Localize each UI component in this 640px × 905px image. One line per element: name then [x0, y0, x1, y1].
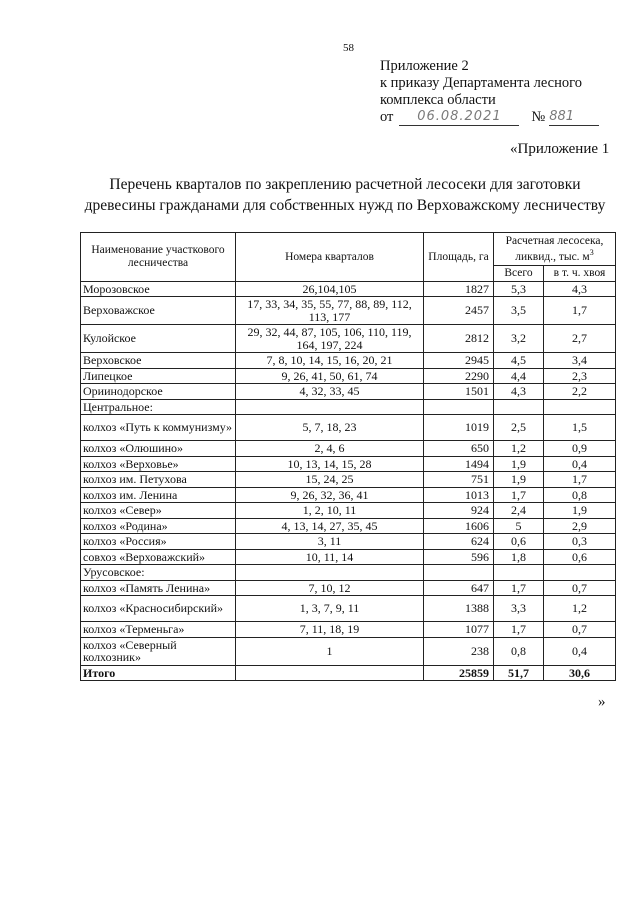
total-area: 25859	[424, 665, 494, 681]
cell-conifer: 2,2	[544, 384, 616, 400]
cell-conifer: 0,4	[544, 456, 616, 472]
cell-name: колхоз «Олюшино»	[81, 441, 236, 457]
cell-name: Ориинодорское	[81, 384, 236, 400]
table-row	[81, 565, 616, 581]
cell-area: 2457	[424, 297, 494, 325]
cell-conifer: 2,3	[544, 368, 616, 384]
annex-label: «Приложение 1	[510, 141, 610, 157]
header-cut-unit-power: 3	[589, 248, 594, 258]
number-sign: №	[531, 109, 546, 125]
cell-area: 647	[424, 580, 494, 596]
order-date: 06.08.2021	[399, 109, 519, 126]
cell-total: 1,7	[494, 487, 544, 503]
cell-total: 1,8	[494, 549, 544, 565]
cell-name: колхоз «Верховье»	[81, 456, 236, 472]
cell-quarters: 26,104,105	[236, 281, 424, 297]
table-row	[81, 456, 616, 472]
cell-total: 2,5	[494, 415, 544, 441]
header-quarters: Номера кварталов	[236, 233, 424, 282]
table-row	[81, 549, 616, 565]
cell-name: Липецкое	[81, 368, 236, 384]
table-row	[81, 415, 616, 441]
cell-conifer: 3,4	[544, 353, 616, 369]
header-area: Площадь, га	[424, 233, 494, 282]
cell-total: 3,5	[494, 297, 544, 325]
cell-area: 1013	[424, 487, 494, 503]
table-row	[81, 297, 616, 325]
cell-quarters: 9, 26, 41, 50, 61, 74	[236, 368, 424, 384]
table-row	[81, 518, 616, 534]
table-row	[81, 503, 616, 519]
cell-conifer: 0,6	[544, 549, 616, 565]
cell-name: колхоз «Родина»	[81, 518, 236, 534]
table-row	[81, 325, 616, 353]
cell-conifer: 2,7	[544, 325, 616, 353]
header-cut	[494, 233, 616, 266]
closing-quote: »	[598, 694, 606, 710]
cell-area: 238	[424, 637, 494, 665]
cell-area: 2812	[424, 325, 494, 353]
cell-quarters: 1	[236, 637, 424, 665]
table-row	[81, 399, 616, 415]
appendix-order-line: к приказу Департамента лесного	[380, 75, 582, 91]
cell-name: колхоз «Память Ленина»	[81, 580, 236, 596]
cell-quarters: 1, 3, 7, 9, 11	[236, 596, 424, 622]
total-total: 51,7	[494, 665, 544, 681]
cell-total: 1,9	[494, 472, 544, 488]
cell-quarters: 4, 32, 33, 45	[236, 384, 424, 400]
cell-total	[494, 565, 544, 581]
cell-area: 624	[424, 534, 494, 550]
cell-name: колхоз «Путь к коммунизму»	[81, 415, 236, 441]
total-name: Итого	[81, 665, 236, 681]
table-row	[81, 368, 616, 384]
table-row	[81, 580, 616, 596]
cell-total	[494, 399, 544, 415]
cell-conifer: 4,3	[544, 281, 616, 297]
cell-name: колхоз «Красносибирский»	[81, 596, 236, 622]
cell-quarters: 1, 2, 10, 11	[236, 503, 424, 519]
order-number: 881	[549, 109, 599, 126]
cell-total: 5	[494, 518, 544, 534]
cell-conifer	[544, 399, 616, 415]
cell-conifer: 0,8	[544, 487, 616, 503]
cell-name: колхоз «Северный колхозник»	[81, 637, 236, 665]
cell-name: совхоз «Верховажский»	[81, 549, 236, 565]
table-body	[81, 281, 616, 681]
cell-total: 5,3	[494, 281, 544, 297]
table-row	[81, 637, 616, 665]
cell-name: Урусовское:	[81, 565, 236, 581]
cell-area: 751	[424, 472, 494, 488]
cell-name: колхоз «Терменьга»	[81, 622, 236, 638]
cell-area: 924	[424, 503, 494, 519]
cell-quarters: 7, 10, 12	[236, 580, 424, 596]
cell-total: 1,2	[494, 441, 544, 457]
cell-name: Кулойское	[81, 325, 236, 353]
cell-area: 650	[424, 441, 494, 457]
cell-area: 1388	[424, 596, 494, 622]
cell-total: 1,7	[494, 580, 544, 596]
cell-name: Верховажское	[81, 297, 236, 325]
cell-quarters: 2, 4, 6	[236, 441, 424, 457]
cell-name: колхоз «Север»	[81, 503, 236, 519]
header-name: Наименование участкового лесничества	[81, 233, 236, 282]
appendix-department-line: комплекса области	[380, 92, 496, 108]
cell-conifer: 0,7	[544, 580, 616, 596]
cell-total: 0,8	[494, 637, 544, 665]
table-row	[81, 441, 616, 457]
cell-conifer: 1,7	[544, 297, 616, 325]
cell-area: 596	[424, 549, 494, 565]
title-line-1: Перечень кварталов по закреплению расчетной лесосеки для заготовки	[109, 176, 581, 193]
cell-quarters: 5, 7, 18, 23	[236, 415, 424, 441]
cell-conifer: 0,7	[544, 622, 616, 638]
cell-quarters: 10, 13, 14, 15, 28	[236, 456, 424, 472]
cell-conifer: 1,7	[544, 472, 616, 488]
cell-total: 4,4	[494, 368, 544, 384]
appendix-header	[380, 58, 620, 126]
table-row	[81, 353, 616, 369]
header-conifer: в т. ч. хвоя	[544, 266, 616, 282]
cell-area: 1501	[424, 384, 494, 400]
cell-name: Верховское	[81, 353, 236, 369]
table-row	[81, 622, 616, 638]
cell-quarters: 17, 33, 34, 35, 55, 77, 88, 89, 112, 113, 177	[236, 297, 424, 325]
cell-quarters	[236, 399, 424, 415]
cell-area: 1494	[424, 456, 494, 472]
cell-area: 1606	[424, 518, 494, 534]
cell-total: 4,3	[494, 384, 544, 400]
table-row	[81, 281, 616, 297]
cell-name: колхоз им. Ленина	[81, 487, 236, 503]
cell-conifer: 1,5	[544, 415, 616, 441]
total-quarters	[236, 665, 424, 681]
cell-total: 3,3	[494, 596, 544, 622]
cell-total: 1,9	[494, 456, 544, 472]
cell-quarters	[236, 565, 424, 581]
cell-conifer: 0,3	[544, 534, 616, 550]
order-prefix: от	[380, 109, 394, 125]
title-line-2: древесины гражданами для собственных нужд по Верховажскому лесничеству	[84, 197, 606, 214]
cell-area	[424, 565, 494, 581]
cell-area: 1019	[424, 415, 494, 441]
cell-quarters: 3, 11	[236, 534, 424, 550]
total-conifer: 30,6	[544, 665, 616, 681]
table-row	[81, 384, 616, 400]
table-row	[81, 472, 616, 488]
cell-quarters: 4, 13, 14, 27, 35, 45	[236, 518, 424, 534]
cell-area: 2945	[424, 353, 494, 369]
cell-total: 4,5	[494, 353, 544, 369]
header-total: Всего	[494, 266, 544, 282]
cell-area: 1077	[424, 622, 494, 638]
cell-total: 0,6	[494, 534, 544, 550]
order-date-line	[380, 109, 620, 126]
table-row	[81, 596, 616, 622]
cell-conifer	[544, 565, 616, 581]
cell-quarters: 9, 26, 32, 36, 41	[236, 487, 424, 503]
appendix-title: Приложение 2	[380, 58, 469, 74]
cell-area: 2290	[424, 368, 494, 384]
table-row	[81, 487, 616, 503]
cell-quarters: 15, 24, 25	[236, 472, 424, 488]
cell-conifer: 0,4	[544, 637, 616, 665]
cell-conifer: 1,9	[544, 503, 616, 519]
cell-name: колхоз «Россия»	[81, 534, 236, 550]
page-number: 58	[343, 42, 354, 54]
cell-quarters: 10, 11, 14	[236, 549, 424, 565]
quarters-table	[80, 232, 616, 681]
cell-total: 1,7	[494, 622, 544, 638]
cell-area	[424, 399, 494, 415]
cell-area: 1827	[424, 281, 494, 297]
cell-name: колхоз им. Петухова	[81, 472, 236, 488]
cell-conifer: 1,2	[544, 596, 616, 622]
cell-quarters: 29, 32, 44, 87, 105, 106, 110, 119, 164, 197, 224	[236, 325, 424, 353]
cell-quarters: 7, 11, 18, 19	[236, 622, 424, 638]
cell-conifer: 2,9	[544, 518, 616, 534]
cell-name: Морозовское	[81, 281, 236, 297]
cell-name: Центральное:	[81, 399, 236, 415]
cell-total: 3,2	[494, 325, 544, 353]
document-title	[70, 174, 620, 216]
header-cut-label: Расчетная лесосека, ликвид., тыс. м	[505, 234, 604, 263]
cell-conifer: 0,9	[544, 441, 616, 457]
totals-row	[81, 665, 616, 681]
cell-total: 2,4	[494, 503, 544, 519]
cell-quarters: 7, 8, 10, 14, 15, 16, 20, 21	[236, 353, 424, 369]
table-row	[81, 534, 616, 550]
